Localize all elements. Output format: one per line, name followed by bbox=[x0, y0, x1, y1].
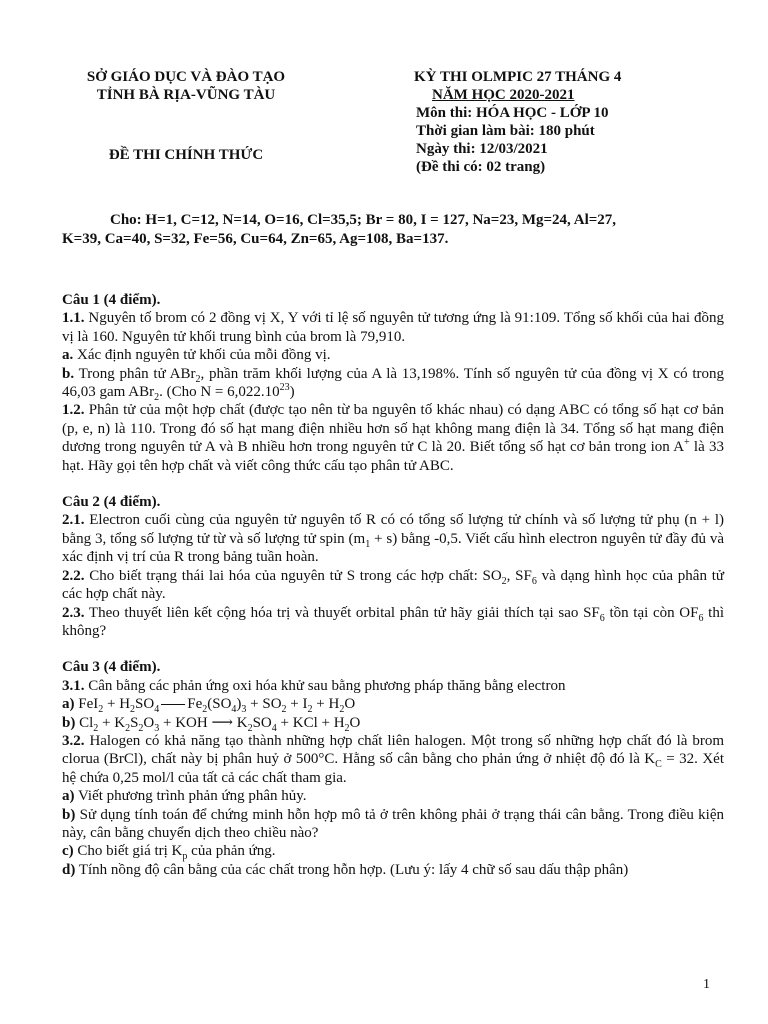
question-3-title: Câu 3 (4 điểm). bbox=[62, 659, 161, 676]
q2-part-2-3: 2.3. Theo thuyết liên kết cộng hóa trị và thuyết orbital phân tử hãy giải thích tại sao $SF_6$ tồn tại còn $OF_6$ thì không? bbox=[62, 604, 724, 639]
q3-part-b: b) Sử dụng tính toán để chứng minh hỗn hợp mô tả ở trên không phải ở trạng thái cân bằng. Trong điều kiện này, cân bằng chuyển dịch theo chiều nào? bbox=[62, 806, 724, 841]
q1-part-1-1: 1.1. Nguyên tố brom có 2 đồng vị X, Y với tỉ lệ số nguyên tử tương ứng là 91:109. Tổng số khối của hai đồng vị là 160. Nguyên tử khối trung bình của brom là 79,910. bbox=[62, 310, 724, 345]
q2-part-2-1: 2.1. Electron cuối cùng của nguyên tử nguyên tố R có có tổng số lượng tử chính và số lượng tử phụ (n + l) bằng 3, tổng số lượng tử từ và số lượng tử spin $(m_1 + s)$ bằng -0,5. Viết cấu hình electron nguyên tử đầy đủ và xác định vị trí của R trong bảng tuần hoàn. bbox=[62, 512, 724, 566]
page-count: (Đề thi có: 02 trang) bbox=[416, 159, 546, 175]
atomic-masses-line-1: Cho: H=1, C=12, N=14, O=16, Cl=35,5; Br = 80, I = 127, Na=23, Mg=24, Al=27, bbox=[110, 212, 617, 228]
q3-part-a: a) Viết phương trình phản ứng phân hủy. bbox=[62, 788, 307, 805]
q3-part-c: c) Cho biết giá trị $K_p$ của phản ứng. bbox=[62, 843, 276, 863]
q3-part-d: d) Tính nồng độ cân bằng của các chất trong hỗn hợp. (Lưu ý: lấy 4 chữ số sau dấu thập phân) bbox=[62, 861, 629, 878]
q1-part-b: b. Trong phân tử ABr$_2$, phần trăm khối lượng của A là 13,198%. Tính số nguyên tử của đồng vị X có trong 46,03 gam ABr$_2$. (Cho $N = 6,022.10^{23}$) bbox=[62, 365, 725, 404]
duration-line: Thời gian làm bài: 180 phút bbox=[416, 123, 595, 139]
header-department bbox=[56, 68, 316, 164]
reaction-arrow bbox=[161, 696, 185, 705]
question-2-title: Câu 2 (4 điểm). bbox=[62, 494, 161, 511]
subject-line: Môn thi: HÓA HỌC - LỚP 10 bbox=[416, 105, 609, 121]
q3-equation-a: a) $FeI_2 + H_2SO_4$ $Fe_2(SO_4)_3 + SO_2 + I_2 + H_2O$ bbox=[62, 696, 356, 716]
q3-part-3-2: 3.2. Halogen có khả năng tạo thành những hợp chất liên halogen. Một trong số những hợp chất đó là brom clorua (BrCl), chất này bị phân huỷ ở 500°C. Hằng số cân bằng cho phản ứng ở nhiệt độ đó là $K_C = 32$. Xét hệ chứa 0,25 mol/l của tất cả các chất tham gia. bbox=[62, 732, 725, 786]
exam-name: KỲ THI OLMPIC 27 THÁNG 4 bbox=[414, 69, 622, 85]
q2-part-2-2: 2.2. Cho biết trạng thái lai hóa của nguyên tử S trong các hợp chất: $SO_2$, $SF_6$ và dạng hình học của phân tử các hợp chất này. bbox=[62, 567, 724, 603]
atomic-masses-line-2: K=39, Ca=40, S=32, Fe=56, Cu=64, Zn=65, Ag=108, Ba=137. bbox=[62, 231, 449, 247]
reaction-arrow-long: ⟶ bbox=[211, 714, 233, 731]
school-year: NĂM HỌC 2020-2021 bbox=[432, 87, 575, 103]
q3-part-3-1: 3.1. Cân bằng các phản ứng oxi hóa khử sau bằng phương pháp thăng bằng electron bbox=[62, 677, 566, 694]
header-exam-info bbox=[410, 68, 730, 176]
atomic-masses bbox=[62, 211, 722, 249]
question-1-title: Câu 1 (4 điểm). bbox=[62, 292, 161, 308]
q3-equation-b: b) $Cl_2 + K_2S_2O_3$ + KOH ⟶ $K_2SO_4$ + KCl + $H_2O$ bbox=[62, 714, 361, 734]
province-name: TỈNH BÀ RỊA-VŨNG TÀU bbox=[96, 87, 276, 103]
department-name: SỞ GIÁO DỤC VÀ ĐÀO TẠO bbox=[86, 69, 286, 85]
q1-part-a: a. Xác định nguyên tử khối của mỗi đồng vị. bbox=[62, 347, 331, 364]
exam-date: Ngày thi: 12/03/2021 bbox=[416, 141, 548, 157]
q1-part-1-2: 1.2. Phân tử của một hợp chất (được tạo nên từ ba nguyên tố khác nhau) có dạng ABC có tổng số hạt cơ bản (p, e, n) là 110. Trong đó số hạt mang điện nhiều hơn số hạt không mang điện là 34. Tổng số hạt mang điện dương trong nguyên tử A và B nhiều hơn trong nguyên tử C là 20. Biết tổng số hạt cơ bản trong ion A+ là 33 hạt. Hãy gọi tên hợp chất và viết công thức cấu tạo phân tử ABC. bbox=[62, 402, 725, 474]
page-number: 1 bbox=[703, 977, 710, 992]
exam-content bbox=[62, 291, 724, 879]
official-exam-label: ĐỀ THI CHÍNH THỨC bbox=[108, 147, 264, 163]
